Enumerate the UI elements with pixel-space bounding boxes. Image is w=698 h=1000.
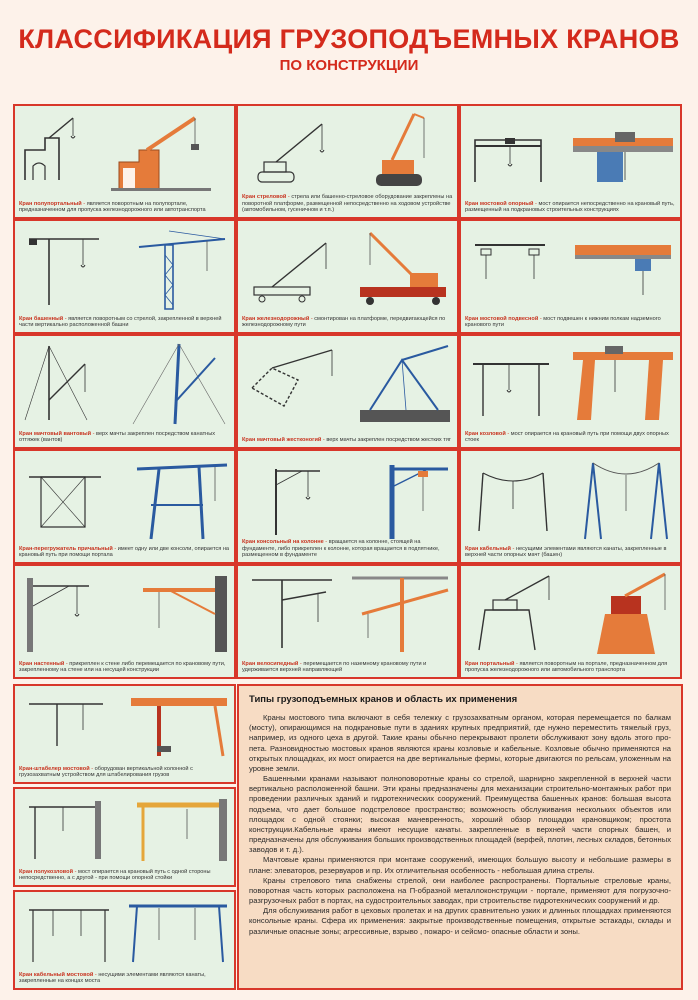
crane-name: Кран полупортальный	[19, 200, 82, 207]
cell-caption: Кран-перегружатель причальный - имеет одну или две консоли, опирается на крановый путь при помощи портала	[19, 545, 230, 559]
crane-desc: несущими элементами являются канаты, закрепленные в верхней части опорных мачт (башен)	[465, 545, 667, 559]
cell-overhead-crane	[459, 104, 682, 219]
textbox-paragraph: Башенными кранами называют полноповоротные краны со стрелой, шарнирно закрепленной в верхней части вертикально расположенной башни. Эти краны предназначены для механизации строительно-монтажных работ при проведении различных зданий и гидротехнических сооружений. Преимущества башенных кранов: большая высота подъема, что дает большое подстреловое пространство; возможность обслуживания нескольких объектов или площадок с одной стоянки; высокая маневренность, хороший обзор площадки крановщиком; простота конструкции.Кабельные краны имеют несущие канаты. закрепленные в верхней части спорных башен, и предназначены для обслуживания больших производственных площадей (верфей, плотин, лесных складов, бетонных заводов и т. д.).	[249, 774, 671, 855]
cell-caption: Кран мачтовый вантовый - верх мачты закреплен посредством канатных оттяжек (вантов)	[19, 430, 216, 444]
crane-name: Кран козловой	[465, 430, 506, 437]
boom-crane-illustration	[242, 110, 455, 198]
guyed-mast-crane-illustration	[19, 340, 232, 428]
crane-desc: стрела или башенно-стреловое оборудование закреплены на поворотной платформе, размещенной непосредственно на ходовом устройстве (автомобильном, гусеничном и т.п.)	[242, 193, 453, 214]
crane-name: Кран мостовой опорный	[465, 200, 534, 207]
crane-name: Кран железнодорожный	[242, 315, 310, 322]
semi-gantry-crane-illustration	[19, 793, 232, 865]
cell-stacker-crane	[13, 684, 236, 784]
crane-desc: является поворотным на полупортале, предназначенном для пропуска железнодорожного или автотранспорта	[19, 200, 206, 214]
crane-desc: оборудован вертикальной колонной с грузозахватным устройством для штабелирования грузов	[19, 765, 193, 779]
cell-caption: Кран портальный - является поворотным на портале, предназначенном для пропуска железнодорожного или автомобильного транспорта	[465, 660, 668, 674]
textbox-title: Типы грузоподъемных кранов и область их применения	[249, 694, 518, 705]
cell-caption: Кран-штабелер мостовой - оборудован вертикальной колонной с грузозахватным устройством для штабелирования грузов	[19, 765, 193, 779]
cell-caption: Кран кабельный мостовой - несущими элементами являются канаты, закрепленные на концах моста	[19, 971, 206, 985]
crane-desc: вращается на колонне, стоящей на фундаменте, либо прикреплен к колонне, которая вращается в подпятнике, размещенном в фундаменте	[242, 538, 440, 559]
velocipede-crane-illustration	[242, 570, 455, 658]
cell-portal-crane	[459, 564, 682, 679]
stacker-crane-illustration	[19, 690, 232, 762]
cell-caption: Кран мачтовый жестконогий - верх мачты закреплен посредством жестких тяг	[242, 437, 451, 444]
cell-column-jib-crane	[236, 449, 459, 564]
poster-title: КЛАССИФИКАЦИЯ ГРУЗОПОДЪЕМНЫХ КРАНОВ	[18, 24, 680, 54]
cell-suspended-overhead-crane	[459, 219, 682, 334]
wall-crane-illustration	[19, 570, 232, 658]
cell-caption: Кран башенный - является поворотным со стрелой, закрепленной в верхней части вертикально расположенной башни	[19, 315, 222, 329]
cell-stiffleg-mast-crane	[236, 334, 459, 449]
textbox-paragraph: Краны мостового типа включают в себя тележку с грузозахватным органом, которая перемещается по балкам (мосту), опирающимся на подкрановые пути в зданиях крупных предприятий, где нужно переместить тяжелый груз, например, из одного цеха в другой. Такие краны обычно перекрывают пролети обслуживают зону вдоль этого про- пета. Разновидностью мостовых кранов являются краны козловые и кабельные. Козловые обычно применяются на открытых площадках, их мост опирается на две вертикальные фермы, которые двигаются по рельсам, уложенным на уровне земли.	[249, 713, 671, 773]
cell-semi-gantry-crane	[13, 787, 236, 887]
crane-name: Кран мостовой подвесной	[465, 315, 539, 322]
crane-name: Кран башенный	[19, 315, 64, 322]
crane-desc: верх мачты закреплен посредством жестких тяг	[326, 437, 451, 444]
cell-caption: Кран настенный - прикреплен к стене либо перемещается по крановому пути, закрепленному на стене или на несущей конструкции	[19, 660, 226, 674]
crane-desc: несущими элементами являются канаты, закрепленные на концах моста	[19, 971, 206, 985]
cell-caption: Кран консольный на колонне - вращается на колонне, стоящей на фундаменте, либо прикреплен к колонне, которая вращается в подпятнике, размещенном в фундаменте	[242, 538, 440, 559]
cell-tower-crane	[13, 219, 236, 334]
crane-name: Кран настенный	[19, 660, 65, 667]
cell-cable-crane	[459, 449, 682, 564]
cell-semi-portal-crane	[13, 104, 236, 219]
cell-velocipede-crane	[236, 564, 459, 679]
crane-desc: мост опирается на крановый путь с одной стороны непосредственно, а с другой - при помощи опорной стойки	[19, 868, 211, 882]
crane-name: Кран-перегружатель причальный	[19, 545, 113, 552]
poster-subtitle: ПО КОНСТРУКЦИИ	[279, 57, 419, 74]
cell-bridge-cable-crane	[13, 890, 236, 990]
crane-desc: смонтирован на платформе, передвигающейся по железнодорожному пути	[242, 315, 446, 329]
suspended-overhead-crane-illustration	[465, 225, 678, 313]
crane-desc: является поворотным на портале, предназначенном для пропуска железнодорожного или автомобильного транспорта	[465, 660, 668, 674]
cell-caption: Кран полупортальный - является поворотным на полупортале, предназначенном для пропуска железнодорожного или автотранспорта	[19, 200, 206, 214]
crane-types-textbox	[237, 684, 683, 990]
crane-desc: мост подвешен к нижним полкам надземного кранового пути	[465, 315, 661, 329]
berth-transshipment-crane-illustration	[19, 455, 232, 543]
tower-crane-illustration	[19, 225, 232, 313]
column-jib-crane-illustration	[242, 455, 455, 543]
crane-name: Кран мачтовый вантовый	[19, 430, 92, 437]
portal-crane-illustration	[465, 570, 678, 658]
bridge-cable-crane-illustration	[19, 896, 232, 968]
cell-railway-crane	[236, 219, 459, 334]
crane-desc: прикреплен к стене либо перемещается по крановому пути, закрепленному на стене или на несущей конструкции	[19, 660, 226, 674]
crane-name: Кран стреловой	[242, 193, 287, 200]
crane-name: Кран консольный на колонне	[242, 538, 324, 545]
cell-boom-crane	[236, 104, 459, 219]
crane-name: Кран-штабелер мостовой	[19, 765, 90, 772]
cell-guyed-mast-crane	[13, 334, 236, 449]
gantry-crane-illustration	[465, 340, 678, 428]
crane-desc: имеет одну или две консоли, опирается на крановый путь при помощи портала	[19, 545, 230, 559]
crane-name: Кран кабельный	[465, 545, 511, 552]
crane-name: Кран полукозловой	[19, 868, 74, 875]
railway-crane-illustration	[242, 225, 455, 313]
cable-crane-illustration	[465, 455, 678, 543]
stiffleg-mast-crane-illustration	[242, 340, 455, 428]
crane-desc: мост опирается на крановый путь при помощи двух опорных стоек	[465, 430, 669, 444]
crane-desc: перемещается по наземному крановому пути и удерживается верхней направляющей	[242, 660, 427, 674]
cell-wall-crane	[13, 564, 236, 679]
cell-caption: Кран полукозловой - мост опирается на крановый путь с одной стороны непосредственно, а с другой - при помощи опорной стойки	[19, 868, 211, 882]
crane-desc: является поворотным со стрелой, закрепленной в верхней части вертикально расположенной башни	[19, 315, 222, 329]
cell-berth-transshipment-crane	[13, 449, 236, 564]
crane-desc: мост опирается непосредственно на крановый путь, размещенный на подкрановых строительных конструкциях	[465, 200, 675, 214]
crane-name: Кран мачтовый жестконогий	[242, 437, 322, 444]
cell-caption: Кран велосипедный - перемещается по наземному крановому пути и удерживается верхней направляющей	[242, 660, 427, 674]
cell-caption: Кран мостовой подвесной - мост подвешен к нижним полкам надземного кранового пути	[465, 315, 661, 329]
crane-grid	[13, 104, 683, 682]
overhead-crane-illustration	[465, 110, 678, 198]
cell-caption: Кран мостовой опорный - мост опирается непосредственно на крановый путь, размещенный на подкрановых строительных конструкциях	[465, 200, 675, 214]
poster-header	[0, 0, 698, 100]
cell-gantry-crane	[459, 334, 682, 449]
crane-desc: верх мачты закреплен посредством канатных оттяжек (вантов)	[19, 430, 216, 444]
crane-name: Кран портальный	[465, 660, 515, 667]
textbox-paragraph: Краны стрелового типа снабжены стрелой, они наиболее распространены. Портальные стреловые краны, поворотная часть которых расположена на П-образной металлоконструкции - портале, применяют для погрузочно-разгрузочных работ в портах, на судостроительных заводах, при строительстве гидротехнических сооружений и др.	[249, 875, 671, 906]
left-column	[13, 684, 236, 990]
cell-caption: Кран стреловой - стрела или башенно-стреловое оборудование закреплены на поворотной платформе, размещенной непосредственно на ходовом устройстве (автомобильном, гусеничном и т.п.)	[242, 193, 453, 214]
cell-caption: Кран кабельный - несущими элементами являются канаты, закрепленные в верхней части опорных мачт (башен)	[465, 545, 667, 559]
crane-name: Кран велосипедный	[242, 660, 299, 667]
cell-caption: Кран железнодорожный - смонтирован на платформе, передвигающейся по железнодорожному пути	[242, 315, 446, 329]
cell-caption: Кран козловой - мост опирается на крановый путь при помощи двух опорных стоек	[465, 430, 669, 444]
crane-name: Кран кабельный мостовой	[19, 971, 94, 978]
textbox-paragraph: Мачтовые краны применяются при монтаже сооружений, имеющих большую высоту и небольшие размеры в плане: элеваторов, резервуаров и пр. Их отличительная особенность - небольшая длина стрелы.	[249, 855, 671, 875]
semi-portal-crane-illustration	[19, 110, 232, 198]
textbox-paragraph: Для обслуживания работ в цеховых пролетах и на других сравнительно узких и длинных площадках применяются консольные краны. Сфера их применения: закрытые производственные помещения, открытые эстакады, склады и различные опасные зоны; агрессивные, взрыво , пожаро- и сейсмо- опасные области и зоны.	[249, 906, 671, 936]
